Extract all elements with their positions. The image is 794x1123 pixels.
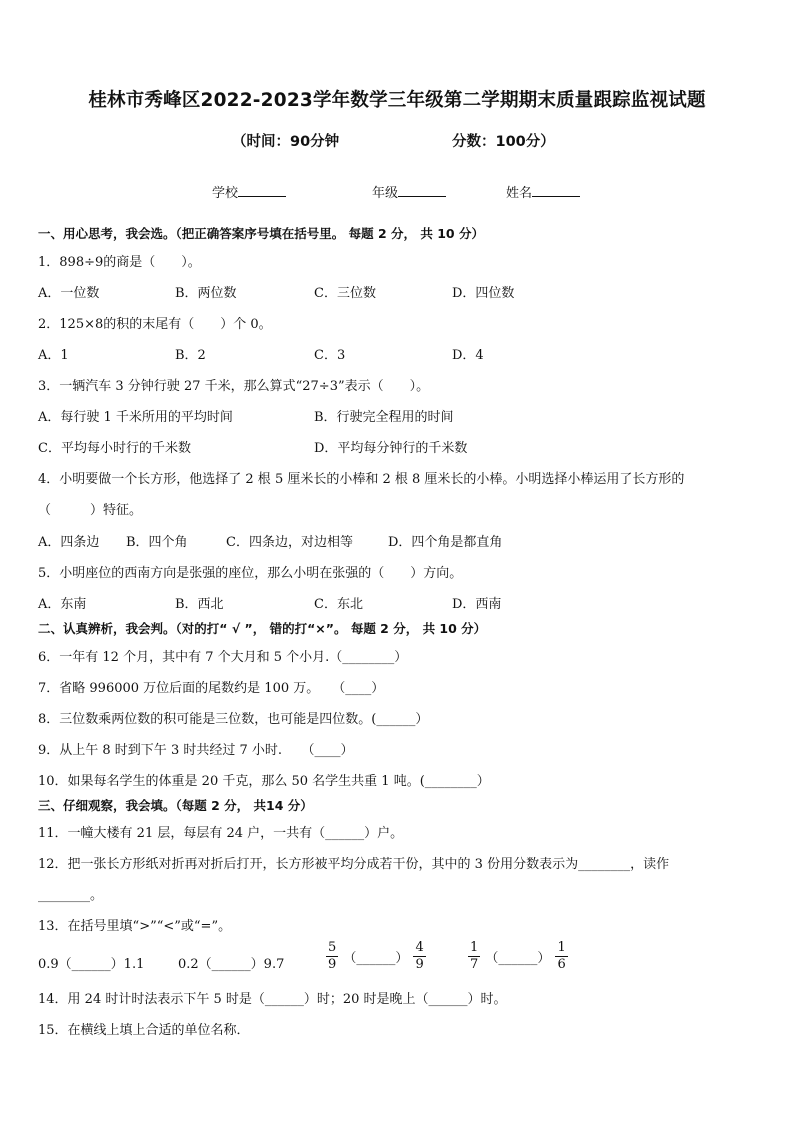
exam-time: （时间：90分钟 [232,134,340,150]
q2-option-a: A．1 [38,348,69,363]
name-field[interactable] [506,182,580,201]
question-10: 10．如果每名学生的体重是 20 千克，那么 50 名学生共重 1 吨。(________） [38,774,490,789]
question-8: 8．三位数乘两位数的积可能是三位数，也可能是四位数。(______） [38,712,429,727]
fraction-1-7 [468,940,480,973]
grade-label: 年级 [372,186,399,201]
section-1-heading: 一、用心思考，我会选。（把正确答案序号填在括号里。 每题 2 分， 共 10 分） [38,226,484,241]
q2-option-b: B．2 [175,348,206,363]
q4-option-b: B．四个角 [126,535,188,550]
section-2-heading: 二、认真辨析，我会判。（对的打“ √ ”， 错的打“×”。 每题 2 分， 共 10 分） [38,621,487,636]
fraction-5-9 [326,940,338,973]
q4-option-d: D．四个角是都直角 [388,535,503,550]
question-3: 3．一辆汽车 3 分钟行驶 27 千米，那么算式“27÷3”表示（ ）。 [38,379,430,394]
school-label: 学校 [212,186,239,201]
fraction-numerator: 1 [557,940,566,955]
q3-option-a: A．每行驶 1 千米所用的平均时间 [38,410,233,425]
q13-blank-3: （______） [343,951,409,966]
q3-option-c: C．平均每小时行的千米数 [38,441,191,456]
grade-blank[interactable] [398,184,446,197]
section-3-heading: 三、仔细观察，我会填。（每题 2 分， 共14 分） [38,798,313,813]
q13-compare-2: 0.2（______）9.7 [178,957,285,972]
fraction-denominator: 9 [415,957,424,972]
q2-option-c: C．3 [314,348,346,363]
q13-compare-4 [468,940,568,973]
q5-option-a: A．东南 [38,597,87,612]
fraction-numerator: 5 [328,940,337,955]
fraction-numerator: 4 [415,940,424,955]
q1-option-d: D．四位数 [452,286,515,301]
q3-option-d: D．平均每分钟行的千米数 [314,441,468,456]
fraction-denominator: 9 [328,957,337,972]
question-9: 9．从上午 8 时到下午 3 时共经过 7 小时. （____） [38,743,354,758]
question-5: 5．小明座位的西南方向是张强的座位，那么小明在张强的（ ）方向。 [38,566,463,581]
q5-option-c: C．东北 [314,597,363,612]
fraction-4-9 [413,940,425,973]
school-field[interactable] [212,182,286,201]
question-12-line-2: ________。 [38,888,104,903]
question-12-line-1: 12．把一张长方形纸对折再对折后打开，长方形被平均分成若干份，其中的 3 份用分数表示为________，读作 [38,857,670,872]
question-6: 6．一年有 12 个月，其中有 7 个大月和 5 个小月.（________） [38,650,408,665]
question-7: 7．省略 996000 万位后面的尾数约是 100 万。 （____） [38,681,385,696]
q4-option-c: C．四条边，对边相等 [226,535,353,550]
school-blank[interactable] [238,184,286,197]
fraction-1-6 [555,940,567,973]
q1-option-b: B．两位数 [175,286,237,301]
question-2: 2．125×8的积的末尾有（ ）个 0。 [38,317,272,332]
q5-option-b: B．西北 [175,597,224,612]
q13-blank-4: （______） [485,951,551,966]
page-title: 桂林市秀峰区2022-2023学年数学三年级第二学期期末质量跟踪监视试题 [88,90,706,111]
question-4-line-1: 4．小明要做一个长方形，他选择了 2 根 5 厘米长的小棒和 2 根 8 厘米长的小棒。小明选择小棒运用了长方形的 [38,472,685,487]
question-4-line-2: （ ）特征。 [38,503,143,518]
question-1: 1．898÷9的商是（ ）。 [38,255,201,270]
question-15: 15．在横线上填上合适的单位名称． [38,1023,250,1038]
q4-option-a: A．四条边 [38,535,100,550]
name-label: 姓名 [506,186,533,201]
question-13: 13．在括号里填“>”“<”或“=”。 [38,919,232,934]
q2-option-d: D．4 [452,348,484,363]
grade-field[interactable] [372,182,446,201]
fraction-denominator: 6 [557,957,566,972]
exam-score: 分数：100分） [452,134,555,150]
q3-option-b: B．行驶完全程用的时间 [314,410,454,425]
question-14: 14．用 24 时计时法表示下午 5 时是（______）时；20 时是晚上（______）时。 [38,992,507,1007]
q1-option-c: C．三位数 [314,286,376,301]
q13-compare-3 [326,940,426,973]
fraction-denominator: 7 [470,957,479,972]
q13-compare-1: 0.9（______）1.1 [38,957,145,972]
fraction-numerator: 1 [470,940,479,955]
q1-option-a: A．一位数 [38,286,100,301]
question-11: 11．一幢大楼有 21 层，每层有 24 户，一共有（______）户。 [38,826,404,841]
name-blank[interactable] [532,184,580,197]
q5-option-d: D．西南 [452,597,502,612]
